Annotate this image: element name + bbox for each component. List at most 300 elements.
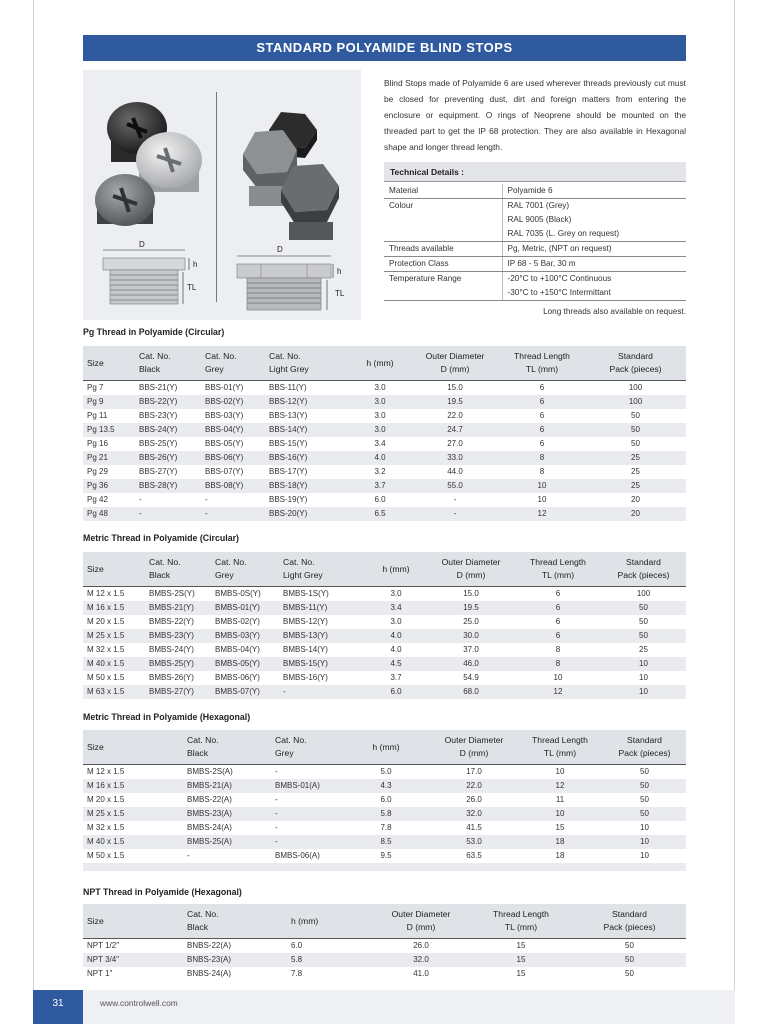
table-cell: Pg 48 (83, 507, 135, 521)
table-cell: 15 (516, 969, 526, 978)
table-cell: 3.2 (374, 467, 386, 476)
table-cell: BMBS-06(Y) (215, 673, 260, 682)
table-cell: 10 (537, 495, 547, 504)
table-cell: 50 (625, 969, 634, 978)
table-cell: 7.8 (291, 969, 303, 978)
table-cell: BMBS-1S(Y) (283, 589, 329, 598)
table-row (83, 807, 686, 821)
illustration-divider (216, 92, 217, 302)
table-cell: 68.0 (427, 685, 515, 699)
tech-value: -30°C to +150°C Intermittant (502, 286, 686, 301)
table-cell: 8.5 (341, 835, 431, 849)
table-cell: 10 (555, 767, 565, 776)
table-cell: BMBS-12(Y) (283, 617, 328, 626)
table-cell: BNBS-24(A) (187, 969, 232, 978)
tech-value: IP 68 - 5 Bar, 30 m (502, 257, 686, 272)
table-row (83, 423, 686, 437)
table-cell: 33.0 (411, 451, 499, 465)
tech-value: RAL 9005 (Black) (502, 213, 686, 227)
table-cell: 53.0 (431, 835, 517, 849)
table-cell: 50 (603, 779, 686, 793)
table-cell: BBS-02(Y) (201, 395, 265, 409)
table-cell: 44.0 (447, 467, 463, 476)
table-cell: 8 (515, 657, 601, 671)
metric-hexagonal-section-title: Metric Thread in Polyamide (Hexagonal) (83, 712, 251, 722)
table-cell: BBS-25(Y) (139, 439, 178, 448)
page-number: 31 (33, 990, 83, 1024)
table-cell: - (275, 767, 278, 776)
table-cell: 37.0 (463, 645, 479, 654)
table-cell: BBS-28(Y) (135, 479, 201, 493)
table-cell: 8 (555, 645, 561, 654)
table-cell: BBS-01(Y) (205, 383, 244, 392)
column-header: h (mm) (287, 904, 373, 939)
column-header: Outer Diameter D (mm) (411, 346, 499, 381)
table-cell: Pg 42 (87, 495, 108, 504)
table-row (83, 821, 686, 835)
table-row (83, 587, 686, 602)
table-cell: 17.0 (466, 767, 482, 776)
table-cell: 25 (639, 645, 648, 654)
column-header: Standard Pack (pieces) (573, 904, 686, 939)
tech-key: Colour (389, 201, 414, 210)
tech-key: Material (384, 184, 502, 199)
table-cell: BBS-08(Y) (201, 479, 265, 493)
table-cell: - (275, 795, 278, 804)
table-cell: BBS-15(Y) (269, 439, 308, 448)
table-cell: 19.5 (427, 601, 515, 615)
table-cell: M 16 x 1.5 (83, 779, 183, 793)
table-cell: 24.7 (411, 423, 499, 437)
table-row (83, 615, 686, 629)
column-header: Cat. No. Black (145, 552, 211, 587)
table-row (83, 685, 686, 699)
table-cell: 10 (517, 807, 603, 821)
column-header: Cat. No. Grey (201, 346, 265, 381)
table-cell: 50 (640, 767, 649, 776)
table-cell: BMBS-2S(A) (187, 767, 233, 776)
column-header: Cat. No. Black (135, 346, 201, 381)
table-cell: BBS-03(Y) (205, 411, 244, 420)
tech-value: Pg, Metric, (NPT on request) (502, 242, 686, 257)
table-row (83, 657, 686, 671)
table-cell: M 32 x 1.5 (87, 823, 125, 832)
page-title: STANDARD POLYAMIDE BLIND STOPS (83, 35, 686, 61)
tech-value: RAL 7035 (L. Grey on request) (502, 227, 686, 242)
table-row (83, 381, 686, 396)
table-cell: 100 (628, 383, 643, 392)
table-cell: 3.0 (349, 423, 411, 437)
table-cell: 30.0 (427, 629, 515, 643)
table-row (83, 671, 686, 685)
table-cell: Pg 13.5 (83, 423, 135, 437)
table-cell: 100 (636, 589, 651, 598)
table-cell: 32.0 (431, 807, 517, 821)
table-cell: 25 (585, 451, 686, 465)
table-cell: 3.0 (390, 589, 402, 598)
table-cell: 6 (539, 439, 545, 448)
table-cell: 22.0 (431, 779, 517, 793)
table-cell: BMBS-01(A) (271, 779, 341, 793)
table-cell: 4.3 (341, 779, 431, 793)
table-cell: 3.0 (374, 411, 386, 420)
table-cell: 3.0 (390, 617, 402, 626)
table-cell: 5.8 (341, 807, 431, 821)
circular-blind-stops (95, 102, 202, 226)
tech-key: Threads available (384, 242, 502, 257)
table-row (83, 601, 686, 615)
table-cell: 6.0 (380, 795, 392, 804)
table-cell: M 12 x 1.5 (87, 589, 125, 598)
table-cell: BMBS-25(Y) (145, 657, 211, 671)
column-header: Cat. No. Light Grey (265, 346, 349, 381)
table-cell: 10 (553, 673, 563, 682)
table-cell: 3.4 (365, 601, 427, 615)
table-cell: 6 (515, 601, 601, 615)
table-cell: 41.0 (413, 969, 429, 978)
table-cell: BMBS-02(Y) (215, 617, 260, 626)
table-cell: - (187, 851, 190, 860)
table-cell: BMBS-11(Y) (279, 601, 365, 615)
tech-value: Polyamide 6 (502, 184, 686, 199)
column-header: Cat. No. Black (183, 904, 287, 939)
table-cell: 50 (631, 439, 640, 448)
column-header: h (mm) (341, 730, 431, 765)
table-cell: 50 (639, 617, 648, 626)
table-row (83, 493, 686, 507)
table-cell: 15.0 (463, 589, 479, 598)
table-row-empty (83, 863, 686, 871)
table-cell: 6.0 (374, 495, 386, 504)
table-cell: NPT 1/2" (87, 941, 120, 950)
table-cell: BMBS-21(A) (183, 779, 271, 793)
tech-key: Temperature Range (389, 274, 462, 283)
column-header: Thread Length TL (mm) (499, 346, 585, 381)
table-cell: M 20 x 1.5 (87, 617, 125, 626)
table-cell: 15 (516, 941, 526, 950)
table-cell: 3.0 (349, 395, 411, 409)
table-cell: BBS-12(Y) (265, 395, 349, 409)
table-cell: BBS-20(Y) (265, 507, 349, 521)
table-cell: 50 (631, 411, 640, 420)
column-header: Size (83, 346, 135, 381)
table-cell: 6 (539, 411, 545, 420)
table-cell: 15 (469, 953, 573, 967)
table-cell: 12 (515, 685, 601, 699)
table-cell: 26.0 (466, 795, 482, 804)
table-cell: BBS-19(Y) (269, 495, 308, 504)
table-cell: BBS-18(Y) (265, 479, 349, 493)
table-cell: BMBS-15(Y) (279, 657, 365, 671)
table-cell: - (139, 495, 142, 504)
pg-thread-table (83, 346, 686, 529)
table-cell: - (205, 495, 208, 504)
column-header: Cat. No. Black (183, 730, 271, 765)
hexagonal-dimension-diagram (237, 245, 345, 310)
tech-value: -20°C to +100°C Continuous (502, 272, 686, 287)
table-cell: 10 (601, 685, 686, 699)
table-cell: - (271, 807, 341, 821)
table-cell: 6 (499, 395, 585, 409)
table-cell: 41.5 (466, 823, 482, 832)
table-cell: 10 (601, 657, 686, 671)
table-cell: M 20 x 1.5 (87, 795, 125, 804)
table-cell: BBS-17(Y) (269, 467, 308, 476)
column-header: Size (83, 552, 145, 587)
tech-value: RAL 7001 (Grey) (502, 199, 686, 214)
table-cell: BMBS-03(Y) (211, 629, 279, 643)
column-header: Outer Diameter D (mm) (427, 552, 515, 587)
table-cell: 15.0 (447, 383, 463, 392)
table-cell: 8 (539, 467, 545, 476)
column-header: Cat. No. Grey (271, 730, 341, 765)
diagram-d-label: D (139, 240, 145, 249)
table-cell: BBS-05(Y) (205, 439, 244, 448)
table-cell: - (279, 685, 365, 699)
table-cell: NPT 1" (87, 969, 113, 978)
table-cell: BBS-07(Y) (205, 467, 244, 476)
table-cell: 6.0 (365, 685, 427, 699)
blind-stops-illustration (83, 70, 361, 320)
table-cell: 8 (499, 451, 585, 465)
diagram-tl-label: TL (187, 283, 197, 292)
table-cell: BMBS-0S(Y) (215, 589, 261, 598)
diagram-h-label: h (193, 260, 198, 269)
table-cell: BBS-23(Y) (139, 411, 178, 420)
table-cell: BMBS-04(Y) (215, 645, 260, 654)
table-cell: 15 (555, 823, 565, 832)
table-cell: BBS-13(Y) (269, 411, 308, 420)
table-cell: 6 (515, 629, 601, 643)
metric-hexagonal-table (83, 730, 686, 871)
table-cell: Pg 11 (87, 411, 108, 420)
table-cell: 4.0 (390, 645, 402, 654)
table-row (83, 765, 686, 780)
table-cell: BBS-27(Y) (139, 467, 178, 476)
table-cell: - (275, 823, 278, 832)
table-cell: 63.5 (466, 851, 482, 860)
table-row (83, 967, 686, 981)
table-cell: BNBS-23(A) (183, 953, 287, 967)
table-row (83, 507, 686, 521)
table-cell: 6 (539, 383, 545, 392)
table-cell: 4.5 (365, 657, 427, 671)
table-cell: 50 (585, 423, 686, 437)
table-cell: 25.0 (463, 617, 479, 626)
table-cell: 10 (499, 479, 585, 493)
table-cell: 12 (517, 779, 603, 793)
table-cell: M 32 x 1.5 (87, 645, 125, 654)
table-cell: 3.0 (374, 383, 386, 392)
product-illustration (83, 70, 361, 320)
table-cell: 26.0 (413, 941, 429, 950)
table-cell: BNBS-22(A) (187, 941, 232, 950)
long-threads-note: Long threads also available on request. (543, 307, 686, 316)
table-cell: 54.9 (463, 673, 479, 682)
table-cell: 27.0 (447, 439, 463, 448)
table-cell: 18 (555, 851, 565, 860)
table-cell: 6.0 (291, 941, 303, 950)
website-link[interactable]: www.controlwell.com (100, 998, 178, 1008)
table-cell: 6 (499, 423, 585, 437)
table-row (83, 643, 686, 657)
table-row (83, 629, 686, 643)
table-cell: 46.0 (427, 657, 515, 671)
table-cell: - (135, 507, 201, 521)
tech-key: Protection Class (384, 257, 502, 272)
column-header: Outer Diameter D (mm) (373, 904, 469, 939)
table-row (83, 835, 686, 849)
table-cell: Pg 9 (83, 395, 135, 409)
table-cell: M 12 x 1.5 (87, 767, 125, 776)
table-cell: 50 (625, 941, 634, 950)
table-cell: NPT 3/4" (83, 953, 183, 967)
table-cell: BMBS-13(Y) (279, 629, 365, 643)
table-cell: 20 (631, 495, 640, 504)
table-row (83, 939, 686, 954)
table-row (83, 479, 686, 493)
table-cell: Pg 21 (83, 451, 135, 465)
hex-diagram-tl-label: TL (335, 289, 345, 298)
table-row (83, 465, 686, 479)
table-cell: BMBS-25(A) (183, 835, 271, 849)
table-cell: BBS-26(Y) (135, 451, 201, 465)
table-cell: BBS-21(Y) (139, 383, 178, 392)
table-cell: BMBS-06(A) (275, 851, 320, 860)
table-cell: 12 (499, 507, 585, 521)
column-header: Thread Length TL (mm) (515, 552, 601, 587)
table-cell: BMBS-14(Y) (283, 645, 328, 654)
table-cell: 50 (601, 629, 686, 643)
table-cell: M 40 x 1.5 (83, 835, 183, 849)
technical-details-table (384, 184, 686, 301)
column-header: Thread Length TL (mm) (469, 904, 573, 939)
table-cell: M 50 x 1.5 (87, 851, 125, 860)
table-cell: 55.0 (411, 479, 499, 493)
table-cell: M 25 x 1.5 (83, 629, 145, 643)
technical-details-heading: Technical Details : (384, 162, 686, 182)
table-cell: 50 (601, 601, 686, 615)
column-header: Standard Pack (pieces) (603, 730, 686, 765)
table-cell: Pg 16 (87, 439, 108, 448)
column-header: Outer Diameter D (mm) (431, 730, 517, 765)
table-cell: 6 (555, 617, 561, 626)
table-cell: 25 (631, 467, 640, 476)
table-cell: M 63 x 1.5 (83, 685, 145, 699)
table-row-empty (83, 521, 686, 529)
table-row (83, 451, 686, 465)
table-cell: M 40 x 1.5 (83, 657, 145, 671)
table-cell: - (271, 835, 341, 849)
metric-circular-table (83, 552, 686, 707)
table-cell: 50 (573, 953, 686, 967)
table-row (83, 779, 686, 793)
table-row-empty (83, 699, 686, 707)
table-cell: BBS-22(Y) (135, 395, 201, 409)
table-cell: 3.7 (390, 673, 402, 682)
table-cell: 3.7 (349, 479, 411, 493)
table-cell: BBS-04(Y) (201, 423, 265, 437)
table-cell: BMBS-05(Y) (211, 657, 279, 671)
column-header: h (mm) (365, 552, 427, 587)
table-cell: BMBS-22(A) (187, 795, 232, 804)
table-cell: BBS-11(Y) (269, 383, 307, 392)
table-cell: 4.0 (349, 451, 411, 465)
table-cell: BMBS-07(Y) (211, 685, 279, 699)
table-cell: 11 (555, 795, 565, 804)
table-cell: 10 (639, 673, 648, 682)
column-header: Standard Pack (pieces) (601, 552, 686, 587)
table-cell: 10 (603, 835, 686, 849)
table-cell: M 25 x 1.5 (83, 807, 183, 821)
table-cell: 9.5 (380, 851, 392, 860)
table-cell: M 50 x 1.5 (87, 673, 125, 682)
table-cell: BMBS-27(Y) (145, 685, 211, 699)
column-header: Thread Length TL (mm) (517, 730, 603, 765)
table-cell: 50 (603, 807, 686, 821)
table-cell: Pg 7 (87, 383, 104, 392)
table-row (83, 409, 686, 423)
table-cell: M 16 x 1.5 (83, 601, 145, 615)
table-cell: BBS-14(Y) (265, 423, 349, 437)
table-row (83, 437, 686, 451)
table-cell: BMBS-24(Y) (149, 645, 194, 654)
table-cell: 50 (640, 795, 649, 804)
table-cell: 10 (640, 851, 649, 860)
table-cell: BBS-24(Y) (135, 423, 201, 437)
table-cell: BMBS-22(Y) (149, 617, 194, 626)
circular-dimension-diagram (103, 240, 197, 304)
column-header: Standard Pack (pieces) (585, 346, 686, 381)
table-cell: BMBS-23(A) (183, 807, 271, 821)
table-row (83, 849, 686, 863)
hexagonal-blind-stops (243, 112, 339, 240)
table-cell: 7.8 (380, 823, 392, 832)
table-cell: 25 (585, 479, 686, 493)
column-header: Size (83, 904, 183, 939)
table-cell: 5.8 (287, 953, 373, 967)
column-header: h (mm) (349, 346, 411, 381)
table-cell: 10 (640, 823, 649, 832)
column-header: Cat. No. Grey (211, 552, 279, 587)
table-cell: 6 (555, 589, 561, 598)
table-cell: 22.0 (447, 411, 463, 420)
table-cell: 32.0 (373, 953, 469, 967)
table-cell: 19.5 (411, 395, 499, 409)
table-cell: BMBS-2S(Y) (149, 589, 195, 598)
pg-section-title: Pg Thread in Polyamide (Circular) (83, 327, 225, 337)
table-cell: 3.4 (374, 439, 386, 448)
table-cell: - (453, 495, 457, 504)
table-cell: BMBS-26(Y) (149, 673, 194, 682)
table-cell: 5.0 (380, 767, 392, 776)
table-cell: BMBS-16(Y) (283, 673, 328, 682)
intro-paragraph: Blind Stops made of Polyamide 6 are used wherever threads previously cut must be closed for preventing dust, dirt and foreign matters from entering the enclosure or equipment. O rings of Neoprene should be mounted on the threaded part to get the IP 68 protection. They are also available in Hexagonal shape and longer thread length. (384, 78, 686, 152)
npt-hexagonal-table (83, 904, 686, 981)
column-header: Cat. No. Light Grey (279, 552, 365, 587)
table-cell: BMBS-23(Y) (145, 629, 211, 643)
table-cell: 4.0 (365, 629, 427, 643)
table-cell: 6.5 (349, 507, 411, 521)
table-cell: BBS-16(Y) (265, 451, 349, 465)
table-cell: 100 (585, 395, 686, 409)
hex-diagram-d-label: D (277, 245, 283, 254)
table-cell: - (411, 507, 499, 521)
column-header: Size (83, 730, 183, 765)
table-cell: BMBS-01(Y) (211, 601, 279, 615)
table-cell: - (201, 507, 265, 521)
metric-circular-section-title: Metric Thread in Polyamide (Circular) (83, 533, 239, 543)
